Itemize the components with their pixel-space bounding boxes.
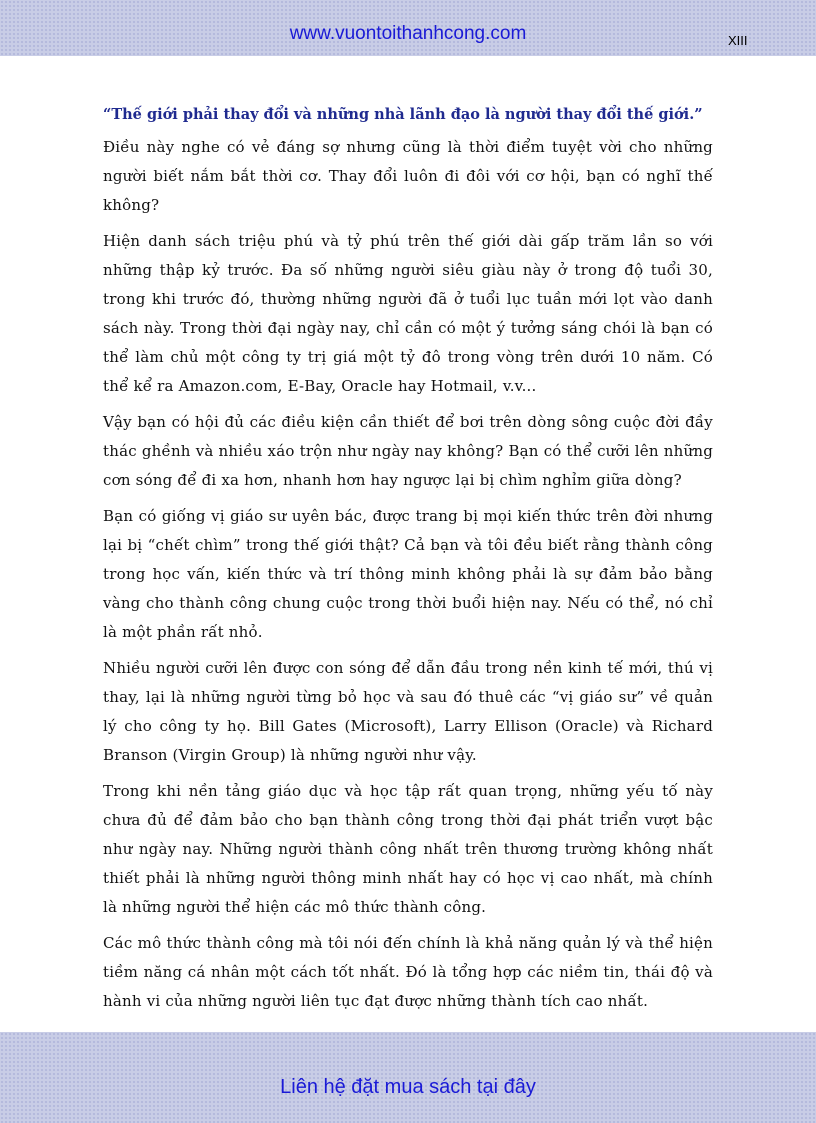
header-band	[0, 0, 816, 56]
paragraph: Bạn có giống vị giáo sư uyên bác, được trang bị mọi kiến thức trên đời nhưng lại bị “chết chìm” trong thế giới thật? Cả bạn và tôi đều biết rằng thành công trong học vấn, kiến thức và trí thông minh không phải là sự đảm bảo bằng vàng cho thành công chung cuộc trong thời buổi hiện nay. Nếu có thể, nó chỉ là một phần rất nhỏ.	[103, 507, 713, 641]
order-book-link[interactable]: Liên hệ đặt mua sách tại đây	[280, 1076, 536, 1098]
page-content	[103, 100, 713, 1023]
paragraph: Trong khi nền tảng giáo dục và học tập rất quan trọng, những yếu tố này chưa đủ để đảm bảo cho bạn thành công trong thời đại phát triển vượt bậc như ngày nay. Những người thành công nhất trên thương trường không nhất thiết phải là những người thông minh nhất hay có học vị cao nhất, mà chính là những người thể hiện các mô thức thành công.	[103, 782, 713, 916]
paragraph: Nhiều người cưỡi lên được con sóng để dẫn đầu trong nền kinh tế mới, thú vị thay, lại là những người từng bỏ học và sau đó thuê các “vị giáo sư” về quản lý cho công ty họ. Bill Gates (Microsoft), Larry Ellison (Oracle) và Richard Branson (Virgin Group) là những người như vậy.	[103, 659, 713, 764]
paragraph: Điều này nghe có vẻ đáng sợ nhưng cũng là thời điểm tuyệt vời cho những người biết nắm bắt thời cơ. Thay đổi luôn đi đôi với cơ hội, bạn có nghĩ thế không?	[103, 138, 713, 214]
paragraph: Các mô thức thành công mà tôi nói đến chính là khả năng quản lý và thể hiện tiềm năng cá nhân một cách tốt nhất. Đó là tổng hợp các niềm tin, thái độ và hành vi của những người liên tục đạt được những thành tích cao nhất.	[103, 934, 713, 1010]
page-number: XIII	[728, 33, 748, 48]
site-url-link[interactable]: www.vuontoithanhcong.com	[289, 23, 527, 44]
paragraph: Hiện danh sách triệu phú và tỷ phú trên thế giới dài gấp trăm lần so với những thập kỷ trước. Đa số những người siêu giàu này ở trong độ tuổi 30, trong khi trước đó, thường những người đã ở tuổi lục tuần mới lọt vào danh sách này. Trong thời đại ngày nay, chỉ cần có một ý tưởng sáng chói là bạn có thể làm chủ một công ty trị giá một tỷ đô trong vòng trên dưới 10 năm. Có thể kể ra Amazon.com, E-Bay, Oracle hay Hotmail, v.v...	[103, 232, 713, 395]
quote-heading: “Thế giới phải thay đổi và những nhà lãnh đạo là người thay đổi thế giới.”	[103, 106, 703, 123]
paragraph: Vậy bạn có hội đủ các điều kiện cần thiết để bơi trên dòng sông cuộc đời đầy thác ghềnh và nhiều xáo trộn như ngày nay không? Bạn có thể cưỡi lên những cơn sóng để đi xa hơn, nhanh hơn hay ngược lại bị chìm nghỉm giữa dòng?	[103, 413, 713, 489]
